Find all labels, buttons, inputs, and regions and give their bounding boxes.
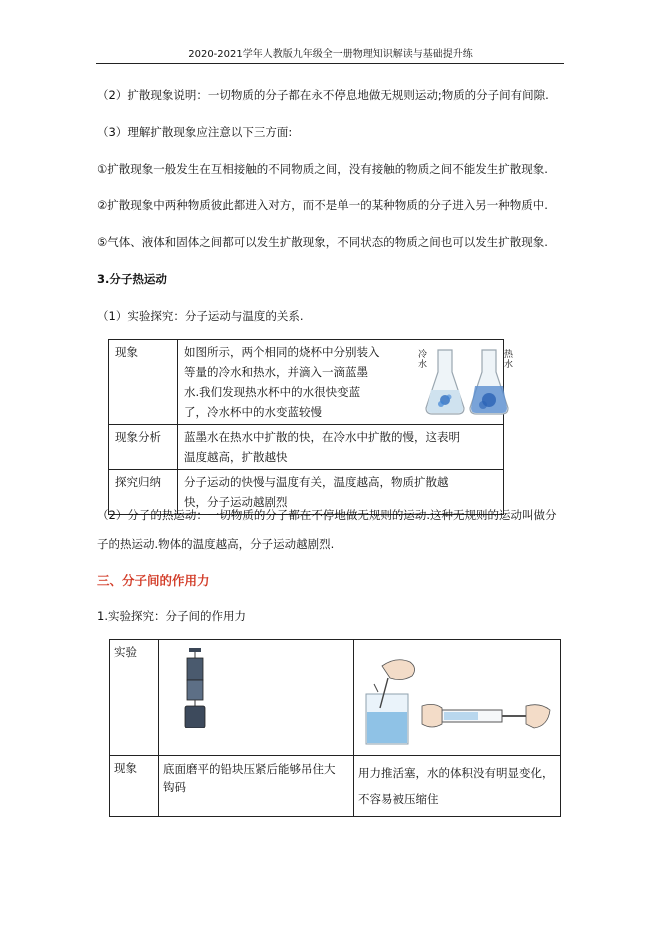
- phenomenon-line-3: 水.我们发现热水杯中的水很快变蓝: [184, 385, 361, 399]
- paragraph-force-experiment: 1.实验探究：分子间的作用力: [97, 609, 246, 623]
- cold-water-label: 冷水: [418, 350, 428, 370]
- row-label-phenomenon-2: [110, 756, 159, 817]
- cell-label: 现象: [115, 345, 138, 359]
- intermolecular-force-table: [109, 639, 561, 817]
- beakers-illustration: [418, 342, 516, 418]
- syringe-illustration: [362, 648, 552, 748]
- paragraph-point-3: ⑤气体、液体和固体之间都可以发生扩散现象，不同状态的物质之间也可以发生扩散现象.: [97, 235, 548, 249]
- paragraph-understanding-points: （3）理解扩散现象应注意以下三方面:: [97, 125, 293, 139]
- paragraph-experiment-temperature: （1）实验探究：分子运动与温度的关系.: [97, 309, 304, 323]
- cell-label: 探究归纳: [115, 475, 161, 489]
- lead-phenomenon-line-2: 钩码: [163, 780, 186, 794]
- paragraph-diffusion-explanation: （2）扩散现象说明：一切物质的分子都在永不停息地做无规则运动;物质的分子间有间隙.: [97, 88, 549, 102]
- page-header: 2020-2021学年人教版九年级全一册物理知识解读与基础提升练: [188, 49, 473, 60]
- lead-blocks-illustration: [175, 648, 215, 728]
- phenomenon-line-1: 如图所示，两个相同的烧杯中分别装入: [184, 345, 380, 359]
- lead-block-experiment-cell: [159, 640, 354, 756]
- row-label-phenomenon: [109, 340, 178, 425]
- analysis-line-2: 温度越高，扩散越快: [184, 450, 288, 464]
- lead-block-phenomenon-cell: [159, 756, 354, 817]
- conclusion-line-2: 快，分子运动越剧烈: [184, 495, 288, 509]
- syringe-phenomenon-line-2: 不容易被压缩住: [358, 792, 439, 806]
- syringe-phenomenon-line-1: 用力推活塞，水的体积没有明显变化，: [358, 766, 554, 780]
- hot-water-label: 热水: [504, 350, 514, 370]
- section-heading-intermolecular-force: 三、分子间的作用力: [97, 573, 210, 588]
- analysis-line-1: 蓝墨水在热水中扩散的快，在冷水中扩散的慢，这表明: [184, 430, 460, 444]
- syringe-experiment-cell: [354, 640, 561, 756]
- temperature-experiment-table: [108, 339, 514, 515]
- cell-label: 实验: [114, 645, 137, 659]
- analysis-cell: [178, 425, 504, 470]
- lead-phenomenon-line-1: 底面磨平的铅块压紧后能够吊住大: [163, 762, 336, 776]
- paragraph-thermal-motion-line-2: 子的热运动.物体的温度越高，分子运动越剧烈.: [97, 537, 335, 551]
- cell-label: 现象: [114, 761, 137, 775]
- paragraph-point-2: ②扩散现象中两种物质彼此都进入对方，而不是单一的某种物质的分子进入另一种物质中.: [97, 198, 548, 212]
- phenomenon-line-4: 了，冷水杯中的水变蓝较慢: [184, 405, 322, 419]
- header-rule: [96, 63, 564, 64]
- paragraph-thermal-motion-line-1: （2）分子的热运动：一切物质的分子都在不停地做无规则的运动.这种无规则的运动叫做分: [97, 508, 557, 522]
- section-heading-thermal-motion: 3.分子热运动: [97, 272, 167, 286]
- row-label-analysis: [109, 425, 178, 470]
- cell-label: 现象分析: [115, 430, 161, 444]
- phenomenon-line-2: 等量的冷水和热水，并滴入一滴蓝墨: [184, 365, 368, 379]
- syringe-phenomenon-cell: [354, 756, 561, 817]
- conclusion-line-1: 分子运动的快慢与温度有关，温度越高，物质扩散越: [184, 475, 449, 489]
- row-label-experiment: [110, 640, 159, 756]
- phenomenon-cell: [178, 340, 514, 425]
- paragraph-point-1: ①扩散现象一般发生在互相接触的不同物质之间，没有接触的物质之间不能发生扩散现象.: [97, 162, 548, 176]
